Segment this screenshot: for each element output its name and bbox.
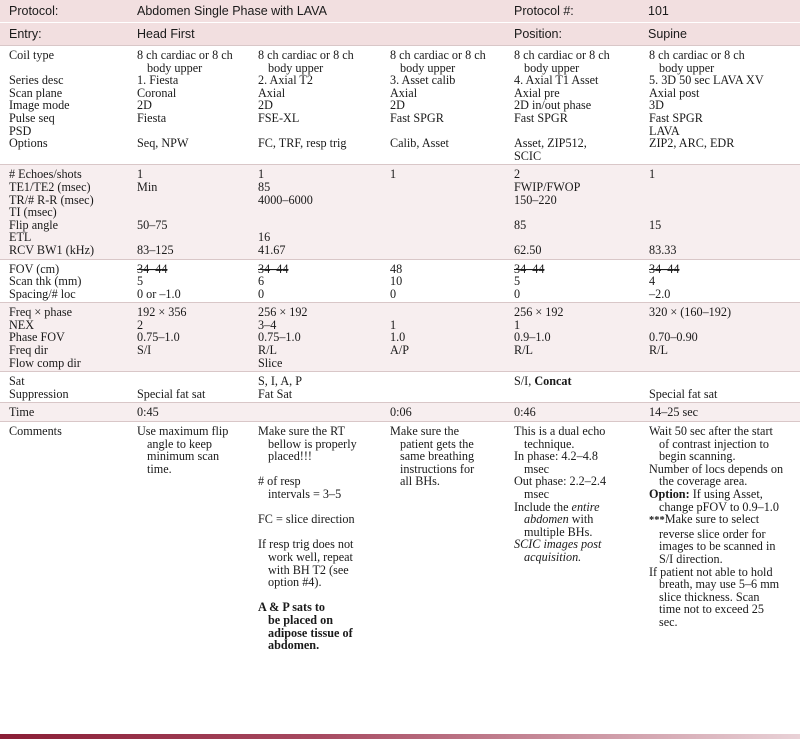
parameter-value: 4000–6000 — [258, 192, 313, 207]
parameter-value — [390, 388, 505, 401]
parameter-group — [0, 259, 800, 303]
parameter-value: 8 ch cardiac or 8 ch — [649, 48, 745, 62]
parameter-value — [390, 206, 505, 219]
comment-line: msec — [524, 487, 550, 501]
comment-line: FC = slice direction — [258, 512, 355, 527]
parameter-group — [0, 164, 800, 258]
parameter-value — [390, 219, 505, 232]
comment-line: Make sure the RT — [258, 424, 345, 439]
parameter-value: body upper — [659, 60, 715, 75]
parameter-value: Fat Sat — [258, 386, 293, 401]
comment-line: slice thickness. Scan — [659, 589, 760, 604]
parameter-value: S/I — [137, 343, 152, 358]
series-1-values — [128, 168, 249, 256]
parameter-value: Seq, NPW — [137, 136, 189, 151]
comment-line: time not to exceed 25 — [659, 602, 764, 617]
comment-line-bold: adipose tissue of — [268, 625, 353, 640]
parameter-value: 192 × 356 — [137, 305, 187, 320]
parameter-value — [514, 206, 640, 219]
comment-line: Number of locs depends on — [649, 461, 784, 476]
comment-line: same breathing — [400, 449, 475, 464]
parameter-groups — [0, 45, 800, 421]
comment-line: If resp trig does not — [258, 537, 354, 552]
parameter-value: 8 ch cardiac or 8 ch — [258, 48, 354, 62]
comment-line: In phase: 4.2–4.8 — [514, 449, 598, 464]
parameter-value: 85 — [514, 217, 527, 232]
parameter-value: 14–25 sec — [649, 405, 699, 420]
parameter-value — [390, 306, 505, 319]
parameter-value: Slice — [258, 355, 283, 370]
comment-column-1 — [128, 425, 249, 652]
series-4-values — [505, 406, 640, 419]
parameter-value: 0 — [390, 286, 397, 301]
protocol-label: Protocol: — [9, 4, 59, 18]
parameter-group — [0, 371, 800, 402]
parameter-value: 0:46 — [514, 405, 536, 420]
parameter-group — [0, 402, 800, 421]
series-3-values — [381, 263, 505, 301]
parameter-value: 34–44 — [649, 261, 680, 276]
series-2-values — [249, 168, 381, 256]
parameter-value: Axial pre — [514, 85, 560, 100]
parameter-group — [0, 302, 800, 371]
comment-line-italic: SCIC images post — [514, 537, 602, 552]
parameter-label: Series desc — [9, 73, 64, 88]
comment-line: breath, may use 5–6 mm — [659, 577, 780, 592]
parameter-value: 0:06 — [390, 405, 412, 420]
parameter-value — [137, 194, 249, 207]
parameter-value: 83.33 — [649, 242, 677, 257]
parameter-value: S/I, Concat — [514, 374, 572, 389]
series-5-values — [640, 406, 800, 419]
series-2-values — [249, 263, 381, 301]
parameter-value: 10 — [390, 274, 403, 289]
parameter-value — [649, 206, 800, 219]
parameter-value: 3D — [649, 98, 664, 113]
parameter-value — [137, 357, 249, 370]
parameter-value: 62.50 — [514, 242, 542, 257]
parameter-value: body upper — [400, 60, 456, 75]
parameter-label: Options — [9, 136, 48, 151]
parameter-value: R/L — [258, 343, 277, 358]
comment-line: This is a dual echo — [514, 424, 606, 439]
comments-label-column — [0, 425, 128, 652]
parameter-value — [514, 388, 640, 401]
comment-line: msec — [524, 461, 550, 476]
parameter-value: 2. Axial T2 — [258, 73, 313, 88]
parameter-label: Coil type — [9, 48, 55, 62]
parameter-value: 2D — [390, 98, 405, 113]
comment-line: ***Make sure to select — [649, 512, 760, 527]
comment-line: patient gets the — [400, 436, 474, 451]
comment-line: placed!!! — [268, 449, 312, 464]
parameter-value: Special fat sat — [137, 386, 206, 401]
parameter-value: FSE-XL — [258, 110, 300, 125]
parameter-labels — [0, 306, 128, 369]
series-1-values — [128, 306, 249, 369]
comment-line: # of resp — [258, 474, 301, 489]
parameter-value: –2.0 — [649, 286, 671, 301]
parameter-value: 0 — [514, 286, 521, 301]
parameter-value — [137, 206, 249, 219]
comment-line: technique. — [524, 436, 575, 451]
parameter-value: 1 — [514, 317, 521, 332]
comment-line: change pFOV to 0.9–1.0 — [659, 499, 779, 514]
comment-line: instructions for — [400, 461, 475, 476]
parameter-value: 5 — [137, 274, 144, 289]
protocol-number: 101 — [648, 4, 669, 18]
parameter-value: 2D — [137, 98, 152, 113]
parameter-value: 8 ch cardiac or 8 ch — [390, 48, 486, 62]
parameter-value: Fast SPGR — [649, 110, 703, 125]
comment-line: reverse slice order for — [659, 526, 766, 541]
comment-line-bold: abdomen. — [268, 638, 320, 653]
series-4-values — [505, 49, 640, 162]
parameter-value: Coronal — [137, 85, 177, 100]
comment-line: Include the entire — [514, 499, 600, 514]
parameter-label: Scan thk (mm) — [9, 274, 82, 289]
parameter-labels — [0, 168, 128, 256]
series-5-values — [640, 263, 800, 301]
header-row-entry — [0, 22, 800, 45]
comment-line: Use maximum flip — [137, 424, 229, 439]
parameter-value: 1.0 — [390, 330, 406, 345]
series-2-values — [249, 375, 381, 400]
parameter-value: 5 — [514, 274, 521, 289]
parameter-value: 8 ch cardiac or 8 ch — [514, 48, 610, 62]
series-3-values — [381, 306, 505, 369]
parameter-value: 256 × 192 — [514, 305, 564, 320]
protocol-number-label: Protocol #: — [514, 4, 574, 18]
parameter-value: 6 — [258, 274, 265, 289]
parameter-label: Sat — [9, 374, 25, 389]
parameter-value: Asset, ZIP512, — [514, 136, 587, 151]
parameter-value: Calib, Asset — [390, 136, 449, 151]
parameter-labels — [0, 49, 128, 162]
comment-line: Wait 50 sec after the start — [649, 424, 773, 439]
parameter-value: ZIP2, ARC, EDR — [649, 136, 735, 151]
parameter-value: FC, TRF, resp trig — [258, 136, 347, 151]
parameter-value: 1. Fiesta — [137, 73, 179, 88]
comment-line: If patient not able to hold — [649, 564, 773, 579]
series-3-values — [381, 375, 505, 400]
parameter-value: 8 ch cardiac or 8 ch — [137, 48, 233, 62]
parameter-value: 1 — [649, 167, 656, 182]
parameter-value: 2 — [514, 167, 521, 182]
series-1-values — [128, 406, 249, 419]
parameter-value: 0 — [258, 286, 265, 301]
entry-label: Entry: — [9, 27, 42, 41]
parameter-labels — [0, 263, 128, 301]
parameter-value: body upper — [268, 60, 324, 75]
series-5-values — [640, 168, 800, 256]
parameter-label: Flow comp dir — [9, 355, 81, 370]
comments-row — [0, 421, 800, 654]
parameter-value: Special fat sat — [649, 386, 718, 401]
comment-column-4 — [505, 425, 640, 652]
parameter-value — [390, 375, 505, 388]
parameter-value: Axial post — [649, 85, 700, 100]
parameter-value — [258, 219, 381, 232]
parameter-value: 1 — [258, 167, 265, 182]
parameter-value: Min — [137, 179, 158, 194]
comment-line-italic: acquisition. — [524, 549, 582, 564]
parameter-value: 85 — [258, 179, 271, 194]
parameter-value: 34–44 — [258, 261, 289, 276]
parameter-labels — [0, 375, 128, 400]
series-4-values — [505, 306, 640, 369]
position-value: Supine — [648, 27, 687, 41]
parameter-value — [514, 357, 640, 370]
parameter-value: 83–125 — [137, 242, 174, 257]
parameter-value — [649, 194, 800, 207]
series-4-values — [505, 263, 640, 301]
parameter-value: body upper — [524, 60, 580, 75]
protocol-name: Abdomen Single Phase with LAVA — [137, 4, 327, 18]
parameter-label: Time — [9, 405, 35, 420]
footer-accent-bar — [0, 734, 800, 739]
parameter-label: ETL — [9, 230, 32, 245]
parameter-value: 256 × 192 — [258, 305, 308, 320]
parameter-label: Scan plane — [9, 85, 63, 100]
parameter-value: SCIC — [514, 148, 542, 163]
parameter-value — [390, 181, 505, 194]
parameter-label: Image mode — [9, 98, 70, 113]
comment-line: minimum scan — [147, 449, 220, 464]
parameter-value: 48 — [390, 261, 403, 276]
parameter-value: 3–4 — [258, 317, 277, 332]
comment-line: option #4). — [268, 575, 322, 590]
parameter-value: 34–44 — [514, 261, 545, 276]
parameter-label: FOV (cm) — [9, 261, 60, 276]
parameter-value: R/L — [514, 343, 533, 358]
parameter-value: 0 or –1.0 — [137, 286, 181, 301]
series-4-values — [505, 168, 640, 256]
parameter-value: Axial — [390, 85, 418, 100]
parameter-value — [390, 244, 505, 257]
parameter-value: FWIP/FWOP — [514, 179, 581, 194]
parameter-value: 0.75–1.0 — [137, 330, 180, 345]
series-3-values — [381, 168, 505, 256]
series-1-values — [128, 49, 249, 162]
parameter-value: 0.9–1.0 — [514, 330, 551, 345]
parameter-value: 5. 3D 50 sec LAVA XV — [649, 73, 764, 88]
comment-line: multiple BHs. — [524, 524, 593, 539]
parameter-value: Axial — [258, 85, 286, 100]
parameter-group — [0, 45, 800, 164]
comment-line: abdomen with — [524, 512, 594, 527]
series-1-values — [128, 375, 249, 400]
parameter-value: 320 × (160–192) — [649, 305, 732, 320]
parameter-value — [649, 375, 800, 388]
series-2-values — [249, 406, 381, 419]
comment-line: angle to keep — [147, 436, 212, 451]
parameter-value — [258, 406, 381, 419]
parameter-value — [390, 231, 505, 244]
parameter-label: TI (msec) — [9, 205, 57, 220]
parameter-value: 2D — [258, 98, 273, 113]
parameter-value: 4 — [649, 274, 656, 289]
series-2-values — [249, 306, 381, 369]
parameter-value — [137, 375, 249, 388]
series-3-values — [381, 49, 505, 162]
comment-line: begin scanning. — [659, 449, 736, 464]
parameter-value: 0.70–0.90 — [649, 330, 698, 345]
parameter-value: 0:45 — [137, 405, 159, 420]
comment-line: Make sure the — [390, 424, 460, 439]
parameter-value: R/L — [649, 343, 668, 358]
parameter-label: TR/# R-R (msec) — [9, 192, 94, 207]
parameter-label: NEX — [9, 317, 35, 332]
parameter-value — [649, 357, 800, 370]
comment-line: work well, repeat — [268, 549, 353, 564]
parameter-labels — [0, 406, 128, 419]
parameter-label: Pulse seq — [9, 110, 55, 125]
comment-line: sec. — [659, 614, 678, 629]
parameter-value: 1 — [390, 317, 397, 332]
parameter-label: Freq × phase — [9, 305, 73, 320]
parameter-value: 0.75–1.0 — [258, 330, 301, 345]
comment-line: the coverage area. — [659, 474, 748, 489]
comment-line-bold: be placed on — [268, 612, 334, 627]
series-4-values — [505, 375, 640, 400]
comment-line: images to be scanned in — [659, 539, 776, 554]
parameter-value: Fast SPGR — [390, 110, 444, 125]
parameter-value — [258, 206, 381, 219]
comment-column-3 — [381, 425, 505, 652]
parameter-value: 1 — [390, 167, 397, 182]
parameter-value: 3. Asset calib — [390, 73, 456, 88]
comment-line: intervals = 3–5 — [268, 487, 342, 501]
parameter-value: 34–44 — [137, 261, 168, 276]
parameter-label: # Echoes/shots — [9, 167, 82, 182]
comment-line: Option: If using Asset, — [649, 487, 763, 501]
parameter-label: PSD — [9, 123, 32, 138]
comment-line: with BH T2 (see — [268, 562, 349, 577]
parameter-value: 2D in/out phase — [514, 98, 592, 113]
parameter-label: Phase FOV — [9, 330, 65, 345]
series-3-values — [381, 406, 505, 419]
parameter-value: Fiesta — [137, 110, 167, 125]
parameter-value: A/P — [390, 343, 409, 358]
parameter-label: Flip angle — [9, 217, 59, 232]
comment-column-2 — [249, 425, 381, 652]
parameter-value — [390, 357, 505, 370]
entry-value: Head First — [137, 27, 195, 41]
parameter-value: S, I, A, P — [258, 374, 303, 389]
parameter-value: 15 — [649, 217, 662, 232]
series-5-values — [640, 49, 800, 162]
parameter-value: 2 — [137, 317, 144, 332]
parameter-value: 41.67 — [258, 242, 286, 257]
parameter-label: RCV BW1 (kHz) — [9, 242, 95, 257]
parameter-label: Spacing/# loc — [9, 286, 76, 301]
series-5-values — [640, 375, 800, 400]
position-label: Position: — [514, 27, 562, 41]
parameter-value — [649, 181, 800, 194]
concat-label: Concat — [534, 374, 572, 389]
parameter-value: 50–75 — [137, 217, 168, 232]
parameter-value: body upper — [147, 60, 203, 75]
comment-line: all BHs. — [400, 474, 440, 489]
parameter-label: Suppression — [9, 386, 69, 401]
parameter-value: 1 — [137, 167, 144, 182]
comment-column-5 — [640, 425, 800, 652]
parameter-value: Fast SPGR — [514, 110, 568, 125]
comment-line: time. — [147, 461, 172, 476]
parameter-value — [390, 194, 505, 207]
comment-line: bellow is properly — [268, 436, 357, 451]
series-5-values — [640, 306, 800, 369]
parameter-value: 4. Axial T1 Asset — [514, 73, 599, 88]
comment-line: S/I direction. — [659, 551, 723, 566]
comment-line: Out phase: 2.2–2.4 — [514, 474, 607, 489]
comment-line: of contrast injection to — [659, 436, 769, 451]
comment-line-bold: A & P sats to — [258, 600, 326, 615]
parameter-label: Freq dir — [9, 343, 48, 358]
series-1-values — [128, 263, 249, 301]
parameter-value: 150–220 — [514, 192, 557, 207]
parameter-label: TE1/TE2 (msec) — [9, 179, 91, 194]
comments-label: Comments — [9, 424, 62, 439]
header-row-protocol — [0, 0, 800, 22]
parameter-value: LAVA — [649, 123, 680, 138]
parameter-value: 16 — [258, 230, 271, 245]
series-2-values — [249, 49, 381, 162]
